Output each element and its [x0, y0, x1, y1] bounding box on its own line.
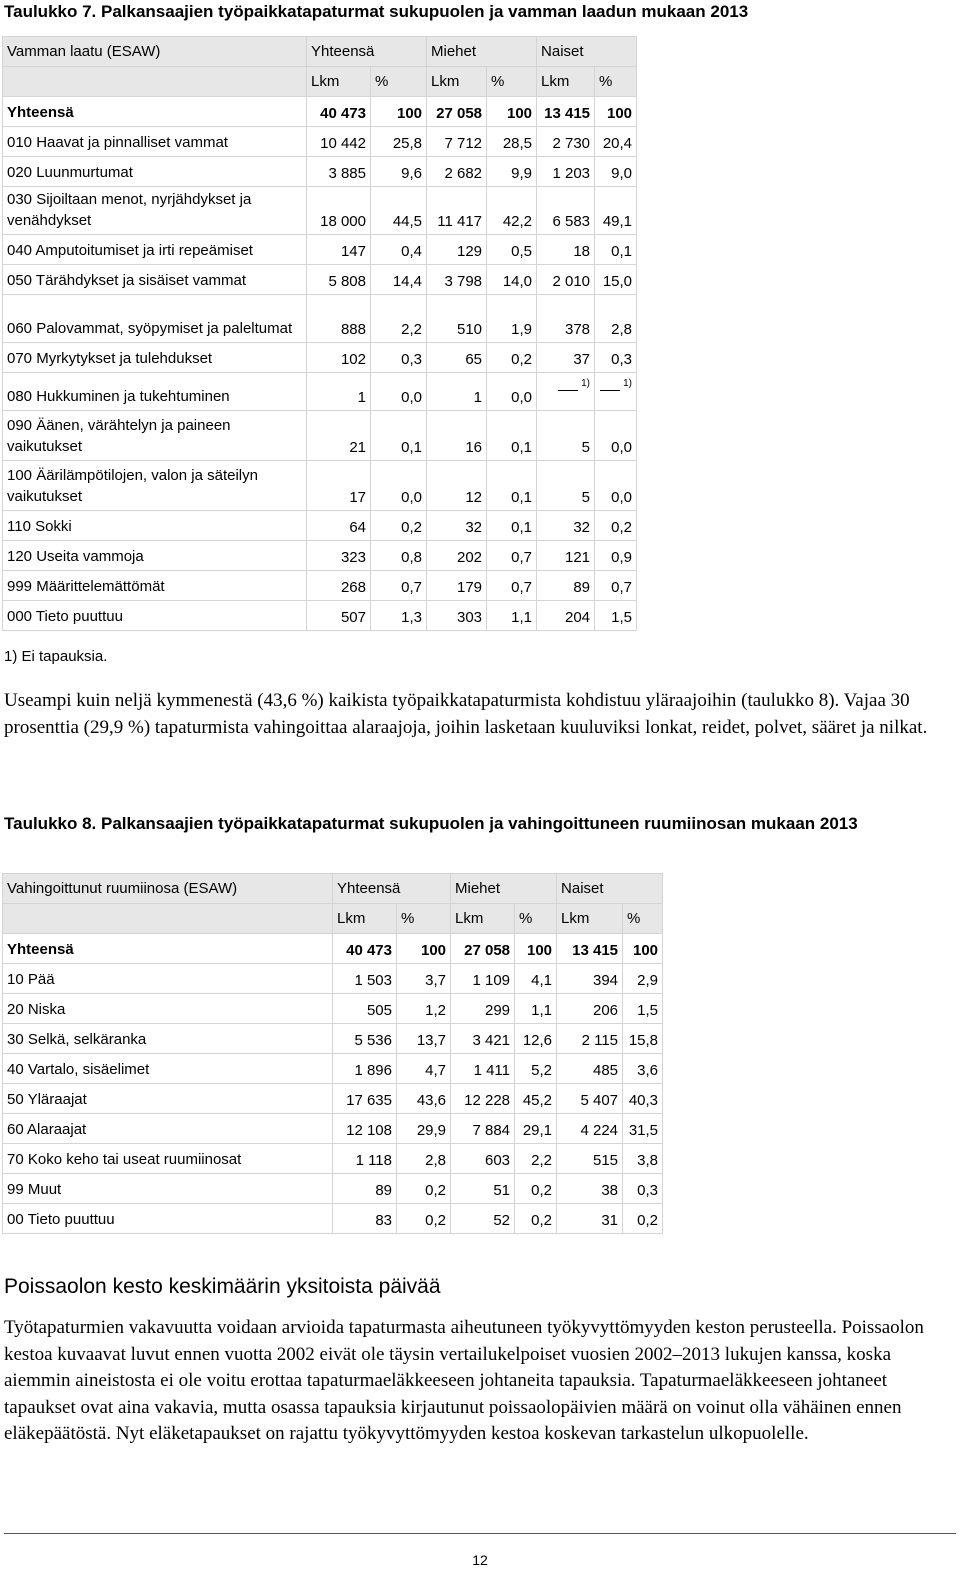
- cell-value: 2,2: [515, 1144, 557, 1174]
- cell-value: 14,4: [371, 265, 427, 295]
- dash-mark: [558, 390, 578, 391]
- row-label: 50 Yläraajat: [3, 1084, 333, 1114]
- subheader-empty: [3, 904, 333, 934]
- cell-value: 27 058: [451, 934, 515, 964]
- row-label: 080 Hukkuminen ja tukehtuminen: [3, 373, 307, 411]
- cell-value: 179: [427, 571, 487, 601]
- subheader-cell: %: [397, 904, 451, 934]
- table7-footnote: 1) Ei tapauksia.: [4, 648, 108, 665]
- cell-value: 323: [307, 541, 371, 571]
- cell-value: 17 635: [333, 1084, 397, 1114]
- cell-value: 9,6: [371, 157, 427, 187]
- cell-value: 3,8: [623, 1144, 663, 1174]
- cell-value: 13 415: [557, 934, 623, 964]
- cell-value: 21: [307, 411, 371, 461]
- row-label: Yhteensä: [3, 934, 333, 964]
- cell-value: 100: [371, 97, 427, 127]
- cell-value: 102: [307, 343, 371, 373]
- subheader-cell: %: [487, 67, 537, 97]
- subheader-cell: %: [623, 904, 663, 934]
- cell-value: 378: [537, 295, 595, 343]
- table-row: [3, 461, 637, 511]
- section-heading: Poissaolon kesto keskimäärin yksitoista päivää: [4, 1275, 441, 1298]
- cell-value: 37: [537, 343, 595, 373]
- row-label: 050 Tärähdykset ja sisäiset vammat: [3, 265, 307, 295]
- table-row: [3, 1144, 663, 1174]
- column-header-women: Naiset: [537, 37, 637, 67]
- dash-mark: [600, 390, 620, 391]
- cell-value: 1,1: [515, 994, 557, 1024]
- cell-value: 202: [427, 541, 487, 571]
- subheader-cell: Lkm: [451, 904, 515, 934]
- cell-value: 18 000: [307, 187, 371, 235]
- cell-value: 100: [595, 97, 637, 127]
- page-number: 12: [472, 1552, 488, 1568]
- cell-value: 17: [307, 461, 371, 511]
- subheader-cell: Lkm: [427, 67, 487, 97]
- cell-value: 0,2: [397, 1174, 451, 1204]
- cell-value: 1,5: [595, 601, 637, 631]
- column-header-total: Yhteensä: [333, 874, 451, 904]
- cell-value: 29,9: [397, 1114, 451, 1144]
- table-row: [3, 1204, 663, 1234]
- cell-value: 13 415: [537, 97, 595, 127]
- row-label: 60 Alaraajat: [3, 1114, 333, 1144]
- cell-value: 15,8: [623, 1024, 663, 1054]
- cell-value: 100: [515, 934, 557, 964]
- column-header-category: Vahingoittunut ruumiinosa (ESAW): [3, 874, 333, 904]
- cell-value: 5 536: [333, 1024, 397, 1054]
- cell-value: 38: [557, 1174, 623, 1204]
- subheader-cell: Lkm: [537, 67, 595, 97]
- cell-value: 510: [427, 295, 487, 343]
- cell-value: 147: [307, 235, 371, 265]
- cell-value: 299: [451, 994, 515, 1024]
- cell-value: 89: [537, 571, 595, 601]
- cell-value: 100: [397, 934, 451, 964]
- cell-value: 2 010: [537, 265, 595, 295]
- cell-value: 1,3: [371, 601, 427, 631]
- cell-value: 32: [427, 511, 487, 541]
- row-label: 40 Vartalo, sisäelimet: [3, 1054, 333, 1084]
- subheader-cell: %: [595, 67, 637, 97]
- cell-value: 5: [537, 461, 595, 511]
- table-row: [3, 1114, 663, 1144]
- cell-value: 2,8: [595, 295, 637, 343]
- cell-value: 2 115: [557, 1024, 623, 1054]
- cell-value: 1 118: [333, 1144, 397, 1174]
- cell-value: 0,0: [595, 411, 637, 461]
- cell-value: 206: [557, 994, 623, 1024]
- cell-value: 0,2: [595, 511, 637, 541]
- cell-value: 100: [487, 97, 537, 127]
- column-header-women: Naiset: [557, 874, 663, 904]
- cell-value: 0,7: [595, 571, 637, 601]
- row-label: 020 Luunmurtumat: [3, 157, 307, 187]
- cell-value: 5 808: [307, 265, 371, 295]
- cell-value: 0,2: [623, 1204, 663, 1234]
- cell-value: [595, 373, 637, 411]
- subheader-cell: Lkm: [307, 67, 371, 97]
- cell-value: 10 442: [307, 127, 371, 157]
- cell-value: 603: [451, 1144, 515, 1174]
- cell-value: 1,5: [623, 994, 663, 1024]
- cell-value: 16: [427, 411, 487, 461]
- cell-value: 2,2: [371, 295, 427, 343]
- cell-value: 507: [307, 601, 371, 631]
- cell-value: 394: [557, 964, 623, 994]
- cell-value: 7 884: [451, 1114, 515, 1144]
- cell-value: 3 798: [427, 265, 487, 295]
- cell-value: 52: [451, 1204, 515, 1234]
- cell-value: 0,1: [371, 411, 427, 461]
- subheader-row: [3, 904, 663, 934]
- cell-value: 3,7: [397, 964, 451, 994]
- table-row: [3, 343, 637, 373]
- cell-value: 1 896: [333, 1054, 397, 1084]
- cell-value: 204: [537, 601, 595, 631]
- cell-value: 129: [427, 235, 487, 265]
- cell-value: 0,2: [515, 1174, 557, 1204]
- cell-value: 268: [307, 571, 371, 601]
- cell-value: 3 885: [307, 157, 371, 187]
- table-row: [3, 934, 663, 964]
- cell-value: 3 421: [451, 1024, 515, 1054]
- table8: [2, 873, 663, 1234]
- row-label: 20 Niska: [3, 994, 333, 1024]
- row-label: 70 Koko keho tai useat ruumiinosat: [3, 1144, 333, 1174]
- table-row: [3, 97, 637, 127]
- table-row: [3, 157, 637, 187]
- row-label: 030 Sijoiltaan menot, nyrjähdykset ja venähdykset: [3, 187, 307, 235]
- cell-value: 28,5: [487, 127, 537, 157]
- footnote-ref: 1): [581, 378, 591, 389]
- cell-value: 0,2: [371, 511, 427, 541]
- table-row: [3, 373, 637, 411]
- cell-value: 1,1: [487, 601, 537, 631]
- cell-value: 12,6: [515, 1024, 557, 1054]
- row-label: 00 Tieto puuttuu: [3, 1204, 333, 1234]
- cell-value: 32: [537, 511, 595, 541]
- subheader-cell: Lkm: [557, 904, 623, 934]
- cell-value: 888: [307, 295, 371, 343]
- cell-value: 40 473: [333, 934, 397, 964]
- table-row: [3, 601, 637, 631]
- cell-value: 2 682: [427, 157, 487, 187]
- cell-value: 5,2: [515, 1054, 557, 1084]
- cell-value: 12 228: [451, 1084, 515, 1114]
- cell-value: 51: [451, 1174, 515, 1204]
- row-label: 30 Selkä, selkäranka: [3, 1024, 333, 1054]
- table8-title: Taulukko 8. Palkansaajien työpaikkatapaturmat sukupuolen ja vahingoittuneen ruumiinosan mukaan 2013: [4, 814, 858, 833]
- cell-value: 2 730: [537, 127, 595, 157]
- cell-value: 1,2: [397, 994, 451, 1024]
- column-header-category: Vamman laatu (ESAW): [3, 37, 307, 67]
- cell-value: 4,1: [515, 964, 557, 994]
- table7-title: Taulukko 7. Palkansaajien työpaikkatapaturmat sukupuolen ja vamman laadun mukaan 2013: [4, 2, 749, 21]
- table-row: [3, 541, 637, 571]
- cell-value: 2,9: [623, 964, 663, 994]
- subheader-cell: %: [371, 67, 427, 97]
- cell-value: 18: [537, 235, 595, 265]
- cell-value: 9,9: [487, 157, 537, 187]
- cell-value: 100: [623, 934, 663, 964]
- cell-value: 12 108: [333, 1114, 397, 1144]
- cell-value: 31,5: [623, 1114, 663, 1144]
- subheader-cell: Lkm: [333, 904, 397, 934]
- table-row: [3, 411, 637, 461]
- subheader-empty: [3, 67, 307, 97]
- paragraph-upper-limbs: Useampi kuin neljä kymmenestä (43,6 %) kaikista työpaikkatapaturmista kohdistuu yläraajoihin (taulukko 8). Vajaa 30 prosenttia (29,9 %) tapaturmista vahingoittaa alaraajoja, joihin lasketaan kuuluviksi lonkat, reidet, polvet, sääret ja nilkat.: [4, 690, 928, 738]
- cell-value: 0,7: [487, 541, 537, 571]
- cell-value: 2,8: [397, 1144, 451, 1174]
- table-row: [3, 1054, 663, 1084]
- table-row: [3, 127, 637, 157]
- row-label: 100 Äärilämpötilojen, valon ja säteilyn vaikutukset: [3, 461, 307, 511]
- cell-value: 0,0: [371, 461, 427, 511]
- table-row: [3, 511, 637, 541]
- subheader-cell: %: [515, 904, 557, 934]
- row-label: 10 Pää: [3, 964, 333, 994]
- table-row: [3, 1024, 663, 1054]
- footer-divider: [4, 1533, 956, 1534]
- cell-value: 44,5: [371, 187, 427, 235]
- cell-value: 5 407: [557, 1084, 623, 1114]
- header-row: [3, 874, 663, 904]
- cell-value: 1 109: [451, 964, 515, 994]
- cell-value: 14,0: [487, 265, 537, 295]
- table-row: [3, 187, 637, 235]
- cell-value: 89: [333, 1174, 397, 1204]
- cell-value: 20,4: [595, 127, 637, 157]
- cell-value: 0,3: [595, 343, 637, 373]
- cell-value: 1 503: [333, 964, 397, 994]
- cell-value: 1 411: [451, 1054, 515, 1084]
- row-label: 99 Muut: [3, 1174, 333, 1204]
- cell-value: 3,6: [623, 1054, 663, 1084]
- cell-value: 0,1: [487, 411, 537, 461]
- row-label: Yhteensä: [3, 97, 307, 127]
- table-row: [3, 235, 637, 265]
- table-row: [3, 1084, 663, 1114]
- row-label: 000 Tieto puuttuu: [3, 601, 307, 631]
- cell-value: 40 473: [307, 97, 371, 127]
- table-row: [3, 295, 637, 343]
- row-label: 010 Haavat ja pinnalliset vammat: [3, 127, 307, 157]
- table-row: [3, 994, 663, 1024]
- cell-value: 31: [557, 1204, 623, 1234]
- cell-value: 0,9: [595, 541, 637, 571]
- row-label: 090 Äänen, värähtelyn ja paineen vaikutukset: [3, 411, 307, 461]
- cell-value: 0,3: [623, 1174, 663, 1204]
- cell-value: 27 058: [427, 97, 487, 127]
- cell-value: 303: [427, 601, 487, 631]
- cell-value: [537, 373, 595, 411]
- column-header-total: Yhteensä: [307, 37, 427, 67]
- cell-value: 121: [537, 541, 595, 571]
- cell-value: 0,7: [487, 571, 537, 601]
- row-label: 120 Useita vammoja: [3, 541, 307, 571]
- cell-value: 15,0: [595, 265, 637, 295]
- cell-value: 0,5: [487, 235, 537, 265]
- cell-value: 64: [307, 511, 371, 541]
- cell-value: 0,7: [371, 571, 427, 601]
- cell-value: 45,2: [515, 1084, 557, 1114]
- cell-value: 505: [333, 994, 397, 1024]
- cell-value: 0,3: [371, 343, 427, 373]
- cell-value: 0,0: [595, 461, 637, 511]
- table-row: [3, 964, 663, 994]
- row-label: 060 Palovammat, syöpymiset ja paleltumat: [3, 295, 307, 343]
- cell-value: 40,3: [623, 1084, 663, 1114]
- cell-value: 13,7: [397, 1024, 451, 1054]
- cell-value: 4,7: [397, 1054, 451, 1084]
- cell-value: 5: [537, 411, 595, 461]
- section-paragraph: Työtapaturmien vakavuutta voidaan arvioida tapaturmasta aiheutuneen työkyvyttömyyden keston perusteella. Poissaolon kestoa kuvaavat luvut ennen vuotta 2002 eivät ole täysin vertailukelpoiset vuosien 2002–2013 lukujen kanssa, koska aiemmin aineistosta ei ole voitu erottaa tapaturmaeläkkeeseen johtaneita tapauksia. Tapaturmaeläkkeeseen johtaneet tapaukset ovat aina vakavia, mutta osassa tapauksia kirjautunut poissaolopäivien määrä on voinut olla vähäinen ennen eläkepäätöstä. Nyt eläketapaukset on rajattu työkyvyttömyyden kestoa koskevan tarkastelun ulkopuolelle.: [4, 1317, 924, 1444]
- cell-value: 6 583: [537, 187, 595, 235]
- cell-value: 83: [333, 1204, 397, 1234]
- row-label: 040 Amputoitumiset ja irti repeämiset: [3, 235, 307, 265]
- cell-value: 4 224: [557, 1114, 623, 1144]
- header-row: [3, 37, 637, 67]
- cell-value: 11 417: [427, 187, 487, 235]
- cell-value: 0,0: [487, 373, 537, 411]
- cell-value: 0,2: [397, 1204, 451, 1234]
- cell-value: 9,0: [595, 157, 637, 187]
- cell-value: 0,1: [487, 511, 537, 541]
- cell-value: 0,2: [515, 1204, 557, 1234]
- cell-value: 25,8: [371, 127, 427, 157]
- table-row: [3, 1174, 663, 1204]
- cell-value: 0,0: [371, 373, 427, 411]
- cell-value: 515: [557, 1144, 623, 1174]
- cell-value: 0,4: [371, 235, 427, 265]
- table7: [2, 36, 637, 631]
- cell-value: 0,2: [487, 343, 537, 373]
- table-row: [3, 571, 637, 601]
- cell-value: 1: [307, 373, 371, 411]
- cell-value: 485: [557, 1054, 623, 1084]
- cell-value: 43,6: [397, 1084, 451, 1114]
- column-header-men: Miehet: [427, 37, 537, 67]
- cell-value: 42,2: [487, 187, 537, 235]
- cell-value: 0,1: [487, 461, 537, 511]
- column-header-men: Miehet: [451, 874, 557, 904]
- cell-value: 0,8: [371, 541, 427, 571]
- cell-value: 65: [427, 343, 487, 373]
- cell-value: 1: [427, 373, 487, 411]
- row-label: 070 Myrkytykset ja tulehdukset: [3, 343, 307, 373]
- cell-value: 29,1: [515, 1114, 557, 1144]
- cell-value: 1 203: [537, 157, 595, 187]
- cell-value: 7 712: [427, 127, 487, 157]
- table-row: [3, 265, 637, 295]
- cell-value: 1,9: [487, 295, 537, 343]
- row-label: 999 Määrittelemättömät: [3, 571, 307, 601]
- row-label: 110 Sokki: [3, 511, 307, 541]
- footnote-ref: 1): [623, 378, 633, 389]
- cell-value: 12: [427, 461, 487, 511]
- cell-value: 0,1: [595, 235, 637, 265]
- cell-value: 49,1: [595, 187, 637, 235]
- subheader-row: [3, 67, 637, 97]
